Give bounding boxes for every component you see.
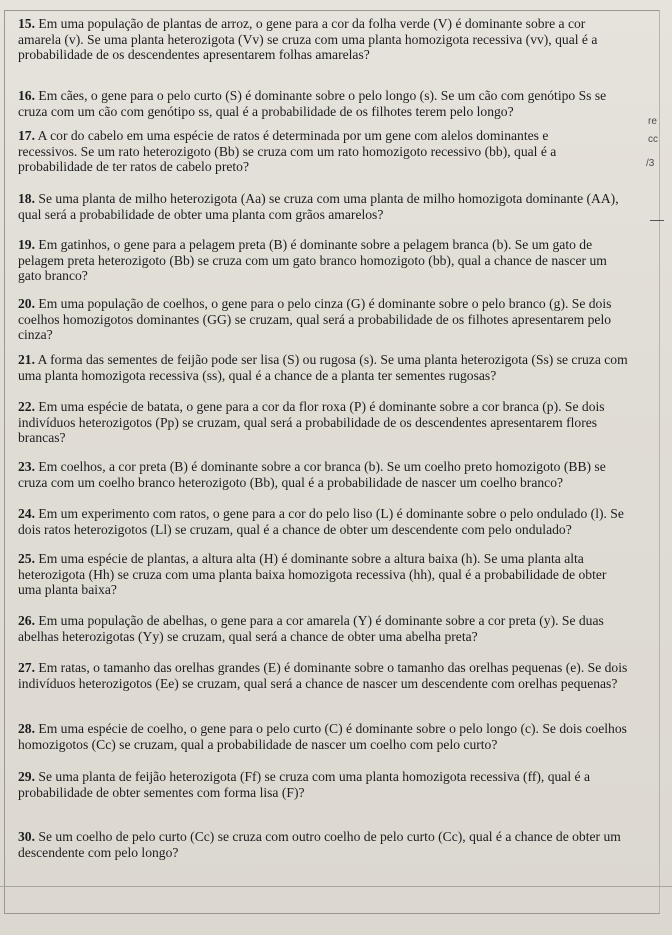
question-text: Em uma população de plantas de arroz, o gene para a cor da folha verde (V) é dominante sobre a cor amarela (v). Se uma planta heterozigota (Vv) se cruza com uma planta homozigota recessiva (vv), qual é a probabilidade de os descendentes apresentarem folhas amarelas? <box>18 16 598 62</box>
question-number: 17. <box>18 128 35 143</box>
question-number: 24. <box>18 506 35 521</box>
question-24 <box>18 506 628 537</box>
question-18 <box>18 191 628 222</box>
question-27 <box>18 660 628 691</box>
question-text: Se uma planta de milho heterozigota (Aa) se cruza com uma planta de milho homozigota dominante (AA), qual será a probabilidade de obter uma planta com grãos amarelos? <box>18 191 619 222</box>
margin-note: /3 <box>646 158 655 169</box>
question-29 <box>18 769 628 800</box>
question-text: Em ratas, o tamanho das orelhas grandes (E) é dominante sobre o tamanho das orelhas pequenas (e). Se dois indivíduos heterozigotos (Ee) se cruzam, qual será a chance de nascer um descendente com orelhas pequenas? <box>18 660 628 691</box>
question-number: 27. <box>18 660 35 675</box>
question-22 <box>18 399 628 446</box>
question-number: 30. <box>18 829 35 844</box>
question-26 <box>18 613 628 644</box>
question-number: 25. <box>18 551 35 566</box>
question-text: Em uma população de coelhos, o gene para o pelo cinza (G) é dominante sobre o pelo branco (g). Se dois coelhos homozigotos dominantes (GG) se cruzam, qual será a probabilidade de os filhotes apresentarem pelo cinza? <box>18 296 612 342</box>
question-number: 23. <box>18 459 35 474</box>
margin-dash <box>650 220 664 221</box>
question-text: Em uma espécie de batata, o gene para a cor da flor roxa (P) é dominante sobre a cor branca (p). Se dois indivíduos heterozigotos (Pp) se cruzam, qual será a probabilidade de os descendentes apresentarem flores brancas? <box>18 399 605 445</box>
question-text: Em um experimento com ratos, o gene para a cor do pelo liso (L) é dominante sobre o pelo ondulado (l). Se dois ratos heterozigotos (Ll) se cruzam, qual é a chance de obter um descendente com pelo ondulado? <box>18 506 624 537</box>
question-number: 29. <box>18 769 35 784</box>
question-17 <box>18 128 608 175</box>
question-19 <box>18 237 628 284</box>
question-25 <box>18 551 628 598</box>
question-number: 20. <box>18 296 35 311</box>
question-number: 18. <box>18 191 35 206</box>
question-number: 26. <box>18 613 35 628</box>
question-text: Em gatinhos, o gene para a pelagem preta (B) é dominante sobre a pelagem branca (b). Se um gato de pelagem preta heterozigoto (Bb) se cruza com um gato branco homozigoto (bb), qual a chance de nascer um gato branco? <box>18 237 607 283</box>
question-30 <box>18 829 628 860</box>
question-text: Em uma população de abelhas, o gene para a cor amarela (Y) é dominante sobre a cor preta (y). Se duas abelhas heterozigotas (Yy) se cruzam, qual será a chance de obter uma abelha preta? <box>18 613 604 644</box>
question-text: A forma das sementes de feijão pode ser lisa (S) ou rugosa (s). Se uma planta heterozigota (Ss) se cruza com uma planta homozigota recessiva (ss), qual é a chance de a planta ter sementes rugosas? <box>18 352 628 383</box>
question-16 <box>18 88 618 119</box>
question-text: Em cães, o gene para o pelo curto (S) é dominante sobre o pelo longo (s). Se um cão com genótipo Ss se cruza com um cão com genótipo ss, qual é a probabilidade de os filhotes terem pelo longo? <box>18 88 607 119</box>
question-number: 15. <box>18 16 35 31</box>
question-23 <box>18 459 628 490</box>
question-number: 22. <box>18 399 35 414</box>
question-text: Se um coelho de pelo curto (Cc) se cruza com outro coelho de pelo curto (Cc), qual é a chance de obter um descendente com pelo longo? <box>18 829 621 860</box>
question-20 <box>18 296 628 343</box>
question-text: Em coelhos, a cor preta (B) é dominante sobre a cor branca (b). Se um coelho preto homozigoto (BB) se cruza com um coelho branco heterozigoto (Bb), qual é a probabilidade de nascer um coelho branco? <box>18 459 606 490</box>
question-text: Em uma espécie de plantas, a altura alta (H) é dominante sobre a altura baixa (h). Se uma planta alta heterozigota (Hh) se cruza com uma planta baixa homozigota recessiva (hh), qual é a probabilidade de obter uma planta baixa? <box>18 551 607 597</box>
question-text: Em uma espécie de coelho, o gene para o pelo curto (C) é dominante sobre o pelo longo (c). Se dois coelhos homozigotos (Cc) se cruzam, qual a probabilidade de nascer um coelho com pelo curto? <box>18 721 627 752</box>
question-21 <box>18 352 628 383</box>
bottom-rule <box>0 886 672 887</box>
margin-note: re <box>648 116 657 127</box>
question-text: Se uma planta de feijão heterozigota (Ff) se cruza com uma planta homozigota recessiva (ff), qual é a probabilidade de obter sementes com forma lisa (F)? <box>18 769 590 800</box>
question-15 <box>18 16 628 63</box>
margin-note: cc <box>648 134 658 145</box>
question-number: 28. <box>18 721 35 736</box>
question-number: 16. <box>18 88 35 103</box>
question-text: A cor do cabelo em uma espécie de ratos é determinada por um gene com alelos dominantes e recessivos. Se um rato heterozigoto (Bb) se cruza com um rato homozigoto recessivo (bb), qual é a probabilidade de ter ratos de cabelo preto? <box>18 128 557 174</box>
question-number: 19. <box>18 237 35 252</box>
question-number: 21. <box>18 352 35 367</box>
question-28 <box>18 721 628 752</box>
